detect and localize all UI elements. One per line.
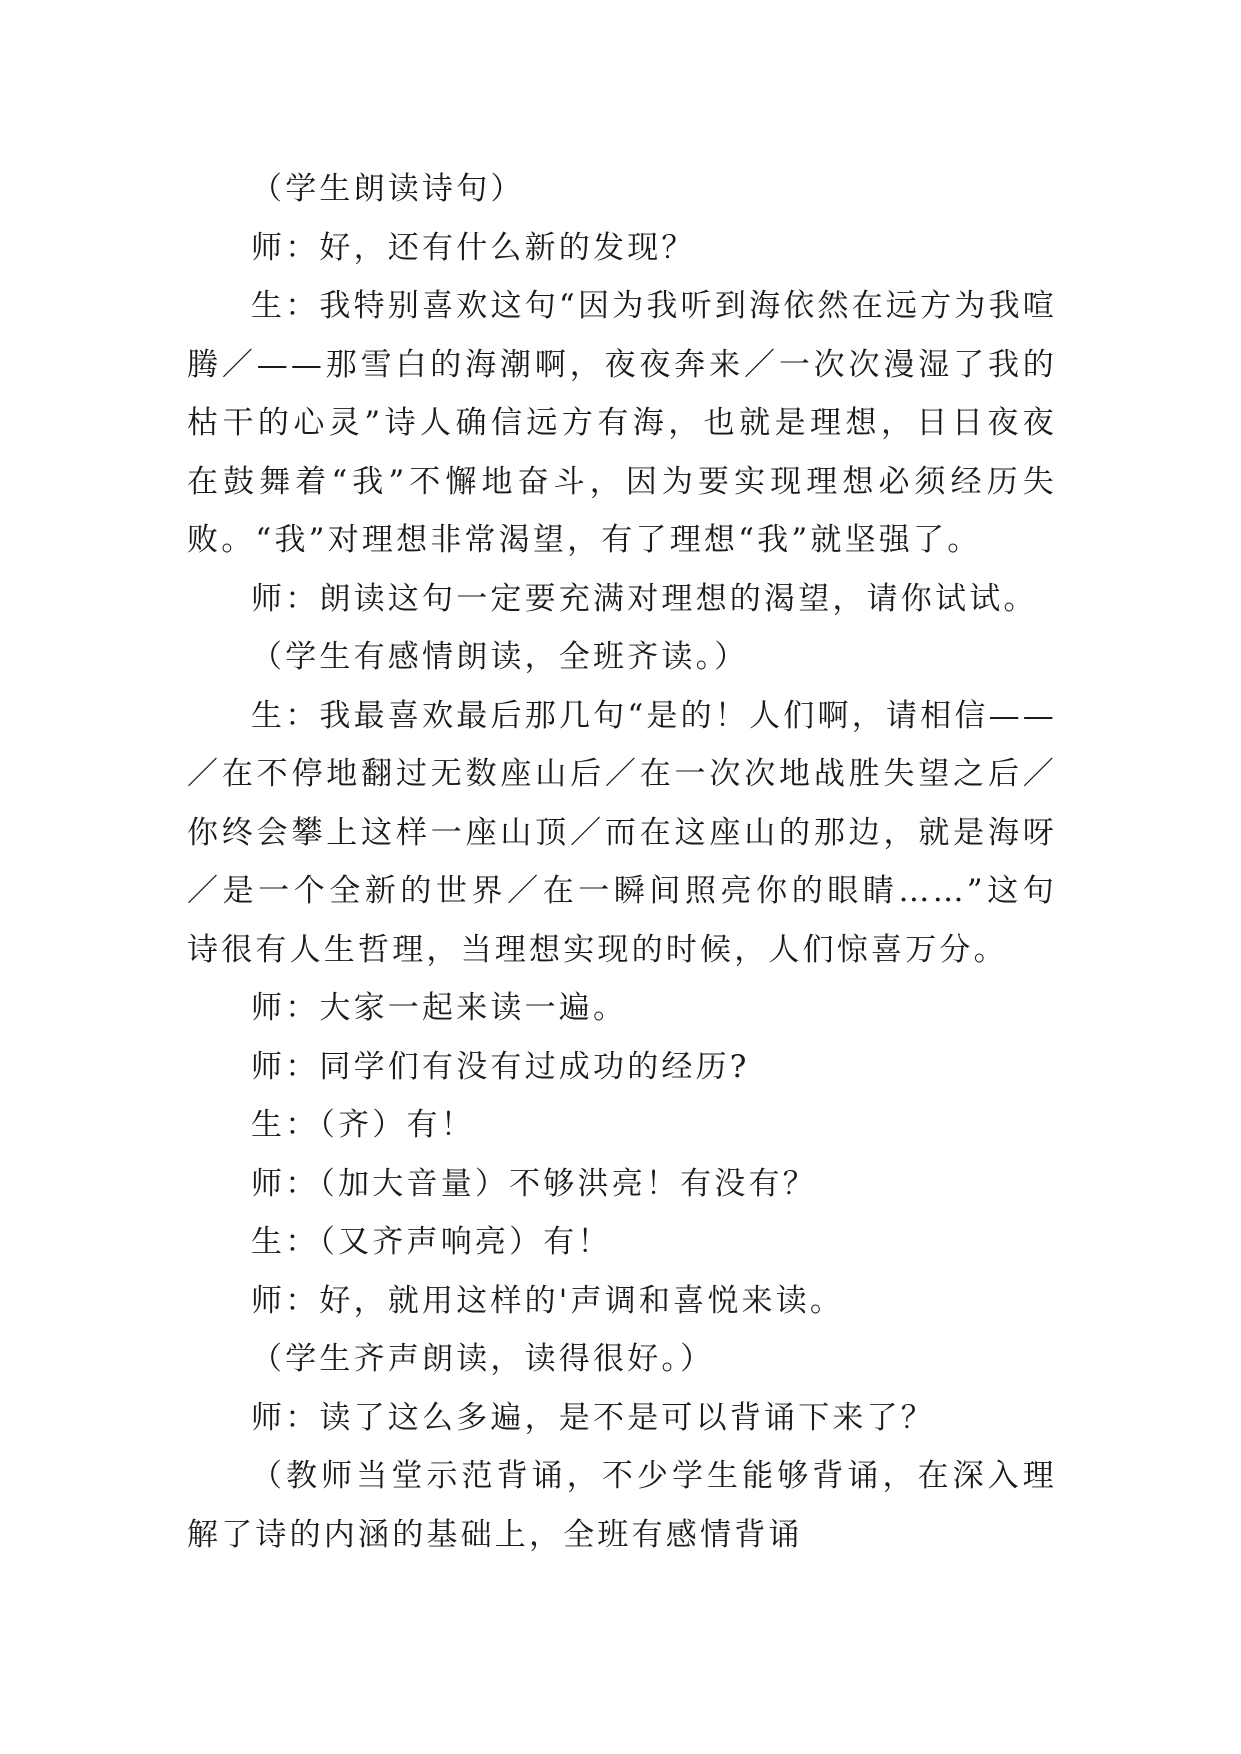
document-body xyxy=(187,160,1057,1564)
paragraph-teacher: 师：好，就用这样的'声调和喜悦来读。 xyxy=(251,1282,845,1319)
paragraph-teacher: 师：（加大音量）不够洪亮！有没有？ xyxy=(251,1165,817,1202)
paragraph-student: 生：（又齐声响亮）有！ xyxy=(251,1224,612,1260)
paragraph-teacher: 师：大家一起来读一遍。 xyxy=(251,990,628,1026)
paragraph-stage-direction: （教师当堂示范背诵，不少学生能够背诵，在深入理解了诗的内涵的基础上，全班有感情背诵 xyxy=(187,1458,1057,1553)
paragraph-stage-direction: （学生齐声朗读，读得很好。） xyxy=(251,1341,715,1377)
paragraph-stage-direction: （学生有感情朗读，全班齐读。） xyxy=(251,639,749,675)
paragraph-student: 生：我特别喜欢这句“因为我听到海依然在远方为我喧腾／——那雪白的海潮啊，夜夜奔来／一次次漫湿了我的枯干的心灵”诗人确信远方有海，也就是理想，日日夜夜在鼓舞着“我”不懈地奋斗，因为要实现理想必须经历失败。“我”对理想非常渴望，有了理想“我”就坚强了。 xyxy=(187,288,1057,558)
paragraph-teacher: 师：好，还有什么新的发现？ xyxy=(251,229,696,266)
paragraph-student: 生：（齐）有！ xyxy=(251,1107,475,1143)
paragraph-teacher: 师：同学们有没有过成功的经历? xyxy=(251,1048,750,1085)
paragraph-student: 生：我最喜欢最后那几句“是的！人们啊，请相信——／在不停地翻过无数座山后／在一次次地战胜失望之后／你终会攀上这样一座山顶／而在这座山的那边，就是海呀／是一个全新的世界／在一瞬间照亮你的眼睛……”这句诗很有人生哲理，当理想实现的时候，人们惊喜万分。 xyxy=(187,697,1057,968)
paragraph-teacher: 师：朗读这句一定要充满对理想的渴望，请你试试。 xyxy=(251,580,1038,617)
paragraph-stage-direction: （学生朗读诗句） xyxy=(251,171,525,207)
paragraph-teacher: 师：读了这么多遍，是不是可以背诵下来了？ xyxy=(251,1399,935,1436)
